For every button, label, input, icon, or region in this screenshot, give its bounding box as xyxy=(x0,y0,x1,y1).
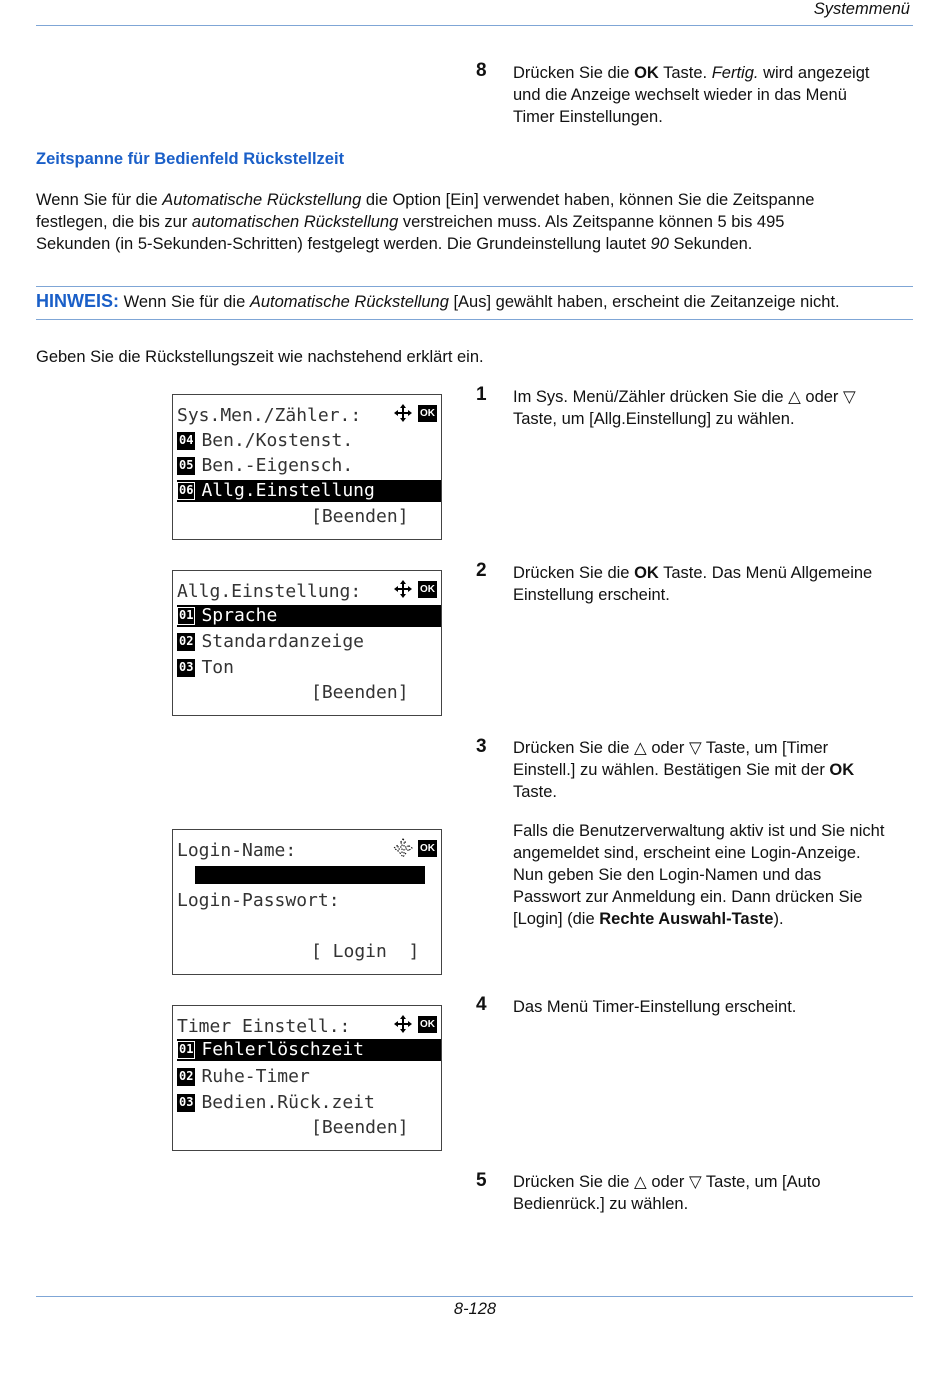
text: Bedien.Rück.zeit xyxy=(201,1092,375,1113)
hint-rule-top xyxy=(36,286,913,287)
text: 02 xyxy=(177,633,195,651)
step-number: 1 xyxy=(476,384,487,405)
text: Nun geben Sie den Login-Namen und das xyxy=(513,866,822,884)
cross-arrows-icon xyxy=(393,403,413,423)
lcd-footer: [Beenden] xyxy=(311,1117,409,1138)
lcd-row-selected xyxy=(177,480,441,502)
text: Bedienrück.] zu wählen. xyxy=(513,1195,689,1213)
lcd-footer: [Beenden] xyxy=(311,682,409,703)
text: Ton xyxy=(201,657,234,678)
header-rule xyxy=(36,25,913,26)
text: ). xyxy=(773,910,784,928)
lcd-title: Login-Name: xyxy=(177,840,297,861)
text: Passwort zur Anmeldung ein. Dann drücken Sie xyxy=(513,888,863,906)
lcd-row xyxy=(177,1066,310,1088)
page-number: 8-128 xyxy=(453,1300,497,1318)
text: Drücken Sie die △ oder ▽ Taste, um [Auto xyxy=(513,1173,821,1191)
text: Wenn Sie für die xyxy=(119,293,250,311)
text: Rechte Auswahl-Taste xyxy=(599,910,774,928)
text: Taste. xyxy=(513,783,558,801)
lcd-title: Allg.Einstellung: xyxy=(177,581,362,602)
step-2-text xyxy=(513,562,913,606)
hint-label: HINWEIS: xyxy=(36,291,119,311)
text: Taste. Das Menü Allgemeine xyxy=(658,564,873,582)
text: festlegen, die bis zur xyxy=(36,213,192,231)
text: Sekunden (in 5-Sekunden-Schritten) festgelegt werden. Die Grundeinstellung lautet xyxy=(36,235,651,253)
hint-note xyxy=(36,290,926,313)
ok-key-icon: OK xyxy=(418,1016,437,1033)
step-number: 4 xyxy=(476,994,487,1015)
text: und die Anzeige wechselt wieder in das Menü xyxy=(513,86,847,104)
text: Einstell.] zu wählen. Bestätigen Sie mit der xyxy=(513,761,830,779)
text: 05 xyxy=(177,457,195,475)
login-name-input xyxy=(195,866,425,884)
text: Automatische Rückstellung xyxy=(162,191,362,209)
text: Im Sys. Menü/Zähler drücken Sie die △ oder ▽ xyxy=(513,388,856,406)
text: Falls die Benutzerverwaltung aktiv ist und Sie nicht xyxy=(513,822,885,840)
step-1-text xyxy=(513,386,913,430)
footer-rule xyxy=(36,1296,913,1297)
step-8-text xyxy=(513,62,913,128)
text: Taste. xyxy=(658,64,712,82)
text: Ben.-Eigensch. xyxy=(201,455,354,476)
intro-paragraph xyxy=(36,189,926,255)
text: Fertig. xyxy=(711,64,759,82)
text: Einstellung erscheint. xyxy=(513,586,670,604)
hint-rule-bottom xyxy=(36,319,913,320)
lcd-row xyxy=(177,631,364,653)
text: 01 xyxy=(177,1041,195,1059)
text: Automatische Rückstellung xyxy=(249,293,449,311)
lcd-row xyxy=(177,1092,375,1114)
lcd-screen-sysmenu xyxy=(172,394,442,540)
cross-arrows-icon xyxy=(393,579,413,599)
text: Wenn Sie für die xyxy=(36,191,163,209)
step-3-text xyxy=(513,737,913,803)
text: Ben./Kostenst. xyxy=(201,430,354,451)
section-title: Zeitspanne für Bedienfeld Rückstellzeit xyxy=(36,150,345,168)
lcd-row xyxy=(177,455,353,477)
text: automatischen Rückstellung xyxy=(191,213,399,231)
step-3-note xyxy=(513,820,923,930)
ok-key-icon: OK xyxy=(418,405,437,422)
text: Fehlerlöschzeit xyxy=(201,1039,365,1060)
text: 03 xyxy=(177,1094,195,1112)
text: die Option [Ein] verwendet haben, können Sie die Zeitspanne xyxy=(361,191,815,209)
text: Allg.Einstellung xyxy=(201,480,375,501)
text: 01 xyxy=(177,607,195,625)
cross-arrows-dotted-icon xyxy=(393,838,413,858)
text: Standardanzeige xyxy=(201,631,365,652)
text: OK xyxy=(829,761,855,779)
text: wird angezeigt xyxy=(758,64,870,82)
lcd-footer: [ Login ] xyxy=(311,941,420,962)
lead-text: Geben Sie die Rückstellungszeit wie nachstehend erklärt ein. xyxy=(36,348,484,366)
text: 04 xyxy=(177,432,195,450)
cross-arrows-icon xyxy=(393,1014,413,1034)
lcd-title: Timer Einstell.: xyxy=(177,1016,351,1037)
text: Drücken Sie die △ oder ▽ Taste, um [Timer xyxy=(513,739,829,757)
text: [Login] (die xyxy=(513,910,600,928)
header-title: Systemmenü xyxy=(813,0,910,18)
ok-key-icon: OK xyxy=(418,840,437,857)
text: 03 xyxy=(177,659,195,677)
text: 06 xyxy=(177,482,195,500)
step-number: 5 xyxy=(476,1170,487,1191)
step-5-text xyxy=(513,1171,913,1215)
text: 02 xyxy=(177,1068,195,1086)
step-number: 3 xyxy=(476,736,487,757)
lcd-row-selected xyxy=(177,1039,441,1061)
step-number: 8 xyxy=(476,60,487,81)
text: Sekunden. xyxy=(668,235,753,253)
text: OK xyxy=(634,564,659,582)
text: Drücken Sie die xyxy=(513,564,635,582)
text: Drücken Sie die xyxy=(513,64,635,82)
text: [Aus] gewählt haben, erscheint die Zeitanzeige nicht. xyxy=(448,293,840,311)
step-number: 2 xyxy=(476,560,487,581)
text: Ruhe-Timer xyxy=(201,1066,310,1087)
text: Taste, um [Allg.Einstellung] zu wählen. xyxy=(513,410,795,428)
lcd-screen-allg xyxy=(172,570,442,716)
lcd-row xyxy=(177,430,353,452)
step-4-text: Das Menü Timer-Einstellung erscheint. xyxy=(513,998,797,1016)
lcd-row-selected xyxy=(177,605,441,627)
lcd-row: Login-Passwort: xyxy=(177,890,340,911)
text: Sprache xyxy=(201,605,278,626)
text: OK xyxy=(634,64,659,82)
text: 90 xyxy=(650,235,669,253)
text: angemeldet sind, erscheint eine Login-Anzeige. xyxy=(513,844,861,862)
ok-key-icon: OK xyxy=(418,581,437,598)
lcd-screen-timer xyxy=(172,1005,442,1151)
lcd-footer: [Beenden] xyxy=(311,506,409,527)
text: verstreichen muss. Als Zeitspanne können 5 bis 495 xyxy=(398,213,785,231)
lcd-title: Sys.Men./Zähler.: xyxy=(177,405,362,426)
lcd-screen-login xyxy=(172,829,442,975)
text: Timer Einstellungen. xyxy=(513,108,663,126)
lcd-row xyxy=(177,657,234,679)
